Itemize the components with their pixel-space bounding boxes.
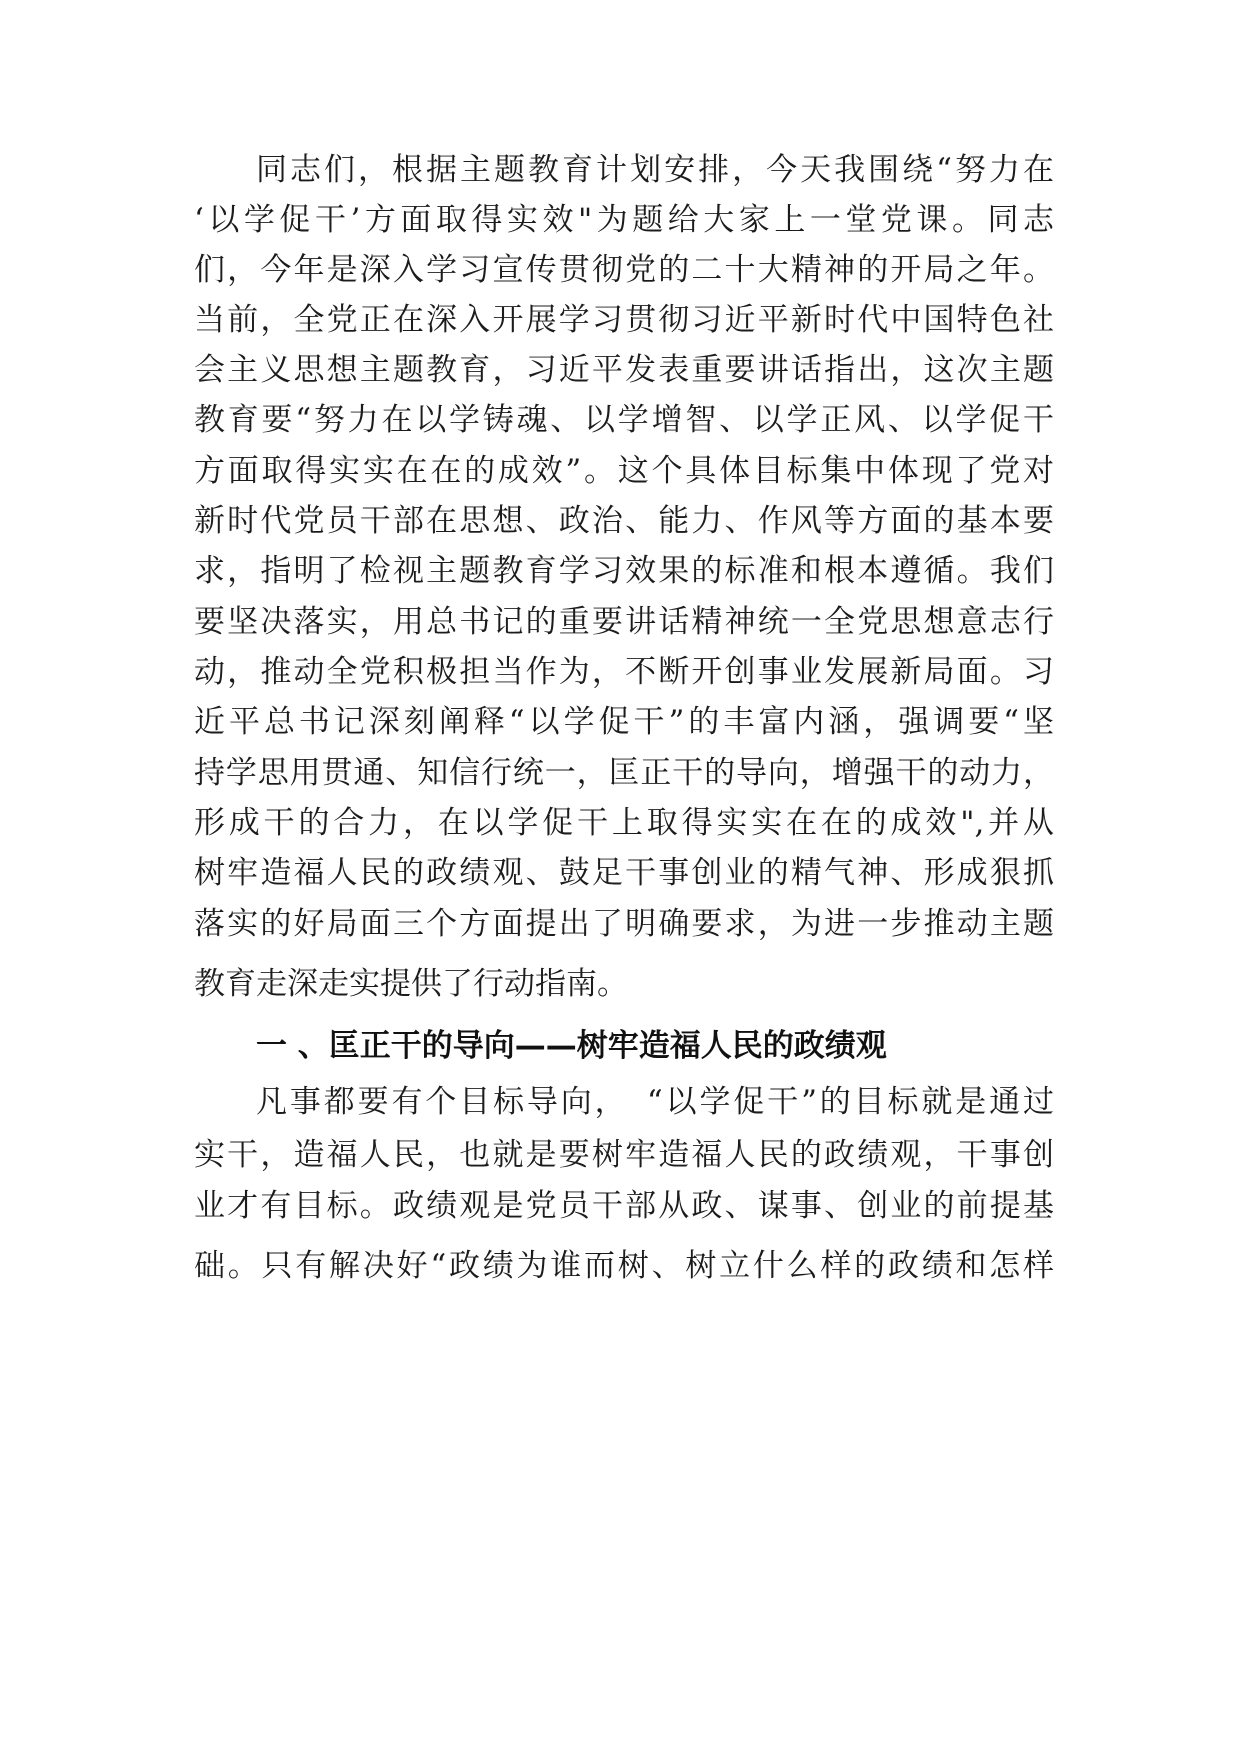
intro-paragraph-line: 们，今年是深入学习宣传贯彻党的二十大精神的开局之年。 xyxy=(194,252,1054,288)
intro-paragraph-line: 树牢造福人民的政绩观、鼓足干事创业的精气神、形成狠抓 xyxy=(194,855,1054,891)
intro-paragraph-line: 动，推动全党积极担当作为，不断开创事业发展新局面。习 xyxy=(194,654,1054,690)
intro-paragraph-line: 落实的好局面三个方面提出了明确要求，为进一步推动主题 xyxy=(194,906,1054,942)
section-paragraph-line: 业才有目标。政绩观是党员干部从政、谋事、创业的前提基 xyxy=(194,1188,1054,1224)
section-paragraph-line: 础。只有解决好“政绩为谁而树、树立什么样的政绩和怎样 xyxy=(194,1248,1054,1284)
intro-paragraph-line: 方面取得实实在在的成效”。这个具体目标集中体现了党对 xyxy=(194,453,1054,489)
section-heading: 一 、匡正干的导向——树牢造福人民的政绩观 xyxy=(256,1028,887,1064)
intro-paragraph-line: 同志们，根据主题教育计划安排，今天我围绕“努力在 xyxy=(256,152,1054,188)
intro-paragraph-line: 当前，全党正在深入开展学习贯彻习近平新时代中国特色社 xyxy=(194,302,1054,338)
intro-paragraph-line: 要坚决落实，用总书记的重要讲话精神统一全党思想意志行 xyxy=(194,604,1054,640)
intro-paragraph-line: 形成干的合力，在以学促干上取得实实在在的成效",并从 xyxy=(194,805,1054,841)
intro-paragraph-line: 持学思用贯通、知信行统一，匡正干的导向，增强干的动力， xyxy=(194,755,1054,791)
intro-paragraph-line: 近平总书记深刻阐释“以学促干”的丰富内涵，强调要“坚 xyxy=(194,704,1054,740)
section-paragraph-line: 凡事都要有个目标导向， “以学促干”的目标就是通过 xyxy=(256,1084,1054,1120)
intro-paragraph-line: 会主义思想主题教育，习近平发表重要讲话指出，这次主题 xyxy=(194,352,1054,388)
intro-paragraph-line: 教育走深走实提供了行动指南。 xyxy=(194,966,628,1002)
intro-paragraph-line: 新时代党员干部在思想、政治、能力、作风等方面的基本要 xyxy=(194,503,1054,539)
intro-paragraph-line: 教育要“努力在以学铸魂、以学增智、以学正风、以学促干 xyxy=(194,402,1054,438)
intro-paragraph-line: ‘以学促干’方面取得实效"为题给大家上一堂党课。同志 xyxy=(194,202,1054,238)
intro-paragraph-line: 求，指明了检视主题教育学习效果的标准和根本遵循。我们 xyxy=(194,553,1054,589)
section-paragraph-line: 实干，造福人民，也就是要树牢造福人民的政绩观，干事创 xyxy=(194,1137,1054,1173)
